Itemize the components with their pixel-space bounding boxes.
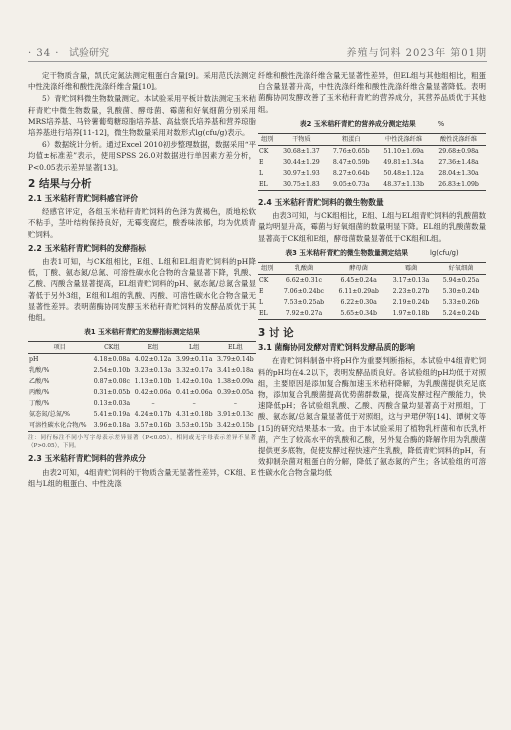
table-cell: 0.41±0.06a <box>175 389 213 397</box>
table-cell: 4.31±0.18b <box>175 411 213 419</box>
table-cell: E <box>259 159 264 167</box>
table-cell: CK <box>259 277 269 285</box>
table-header-cell: 组别 <box>258 134 277 146</box>
table-cell: 28.04±1.30a <box>438 170 479 178</box>
paragraph: 纤维和酸性洗涤纤维含量无显著性差异，但EL组与其他组相比，粗蛋白含量显著升高，中性洗涤纤维和酸性洗涤纤维含量显著降低。表明菌酶协同发酵改善了玉米秸秆青贮的营养成分，其营养品质优于其他组。 <box>258 71 486 114</box>
table-row <box>28 354 256 366</box>
page-number: · 34 · <box>28 48 60 59</box>
table-row <box>28 365 256 376</box>
table-cell: 30.97±1.93 <box>283 170 320 178</box>
table-cell: L <box>259 170 264 178</box>
header-left <box>28 44 109 59</box>
table-cell: 3.42±0.15b <box>215 420 256 432</box>
table-cell: 5.94±0.25a <box>442 277 480 285</box>
table-header-cell: 项目 <box>28 342 91 354</box>
table-cell: – <box>233 400 237 408</box>
table-header-cell: 干物质 <box>277 134 327 146</box>
table-cell: 3.41±0.18a <box>217 367 254 375</box>
table-cell: 3.96±0.18a <box>91 420 132 432</box>
table-cell: 2.23±0.27b <box>392 288 430 296</box>
table-header-cell: CK组 <box>91 342 132 354</box>
table-cell: 8.27±0.64b <box>332 170 370 178</box>
table-row <box>28 376 256 387</box>
table-cell: E <box>259 288 264 296</box>
table-row <box>258 168 486 179</box>
journal-name: 养殖与饲料 2023年 第01期 <box>346 48 487 59</box>
left-column <box>28 70 256 490</box>
table-header-cell: 组别 <box>258 263 277 275</box>
table-cell: 2.54±0.10b <box>93 367 131 375</box>
subsection-heading: 2.2 玉米秸秆青贮饲料的发酵指标 <box>28 243 146 253</box>
paragraph: 5）青贮饲料微生物数量测定。本试验采用平板计数法测定玉米秸秆青贮中微生物数量，乳酸菌、酵母菌、霉菌和好氧细菌分别采用MRS培养基、马铃薯葡萄糖琼脂培养基、高盐察氏培养基和营养琼脂培养基进行培养[11-12]，微生物数量采用对数形式lg(cfu/g)表示。 <box>28 94 256 138</box>
table-cell: 3.17±0.13a <box>392 277 430 285</box>
table-cell: CK <box>259 148 269 156</box>
running-header <box>28 44 487 62</box>
paragraph: 6）数据统计分析。通过Excel 2010初步整理数据，数据采用“平均值±标准差”表示，使用SPSS 26.0对数据进行单因素方差分析，P<0.05表示差异显著[13]。 <box>28 140 256 172</box>
table-cell: 9.05±0.73a <box>326 179 376 191</box>
table-cell: 0.87±0.08c <box>93 378 130 386</box>
table-cell: – <box>151 400 155 408</box>
paragraph: 在青贮饲料制备中将pH作为重要判断指标，本试验中4组青贮饲料的pH均在4.2以下，表明发酵品质良好。各试验组的pH均低于对照组，主要原因是添加复合酶加速玉米秸秆降解，为乳酸菌提供充足底物，添加复合乳酸菌提高优势菌群数量，提高发酵过程产酸能力，快速降低pH；各试验组乳酸、乙酸、丙酸含量均显著高于对照组，丁酸、氨态氮/总氮含量显著低于对照组，这与尹珺伊等[14]、谭树文等[15]的研究结果基本一致。由于本试验采用了植物乳杆菌和布氏乳杆菌，产生了较高水平的乳酸和乙酸，另外复合酶的降解作用为乳酸菌提供更多底物，促使发酵过程快速产生乳酸，降低青贮饲料的pH，有效抑制杂菌对粗蛋白的分解，降低了氨态氮的产生；各试验组的可溶性碳水化合物含量均低 <box>258 356 486 478</box>
table-header-cell: 好氧细菌 <box>436 263 486 275</box>
section-heading: 3 讨 论 <box>258 327 294 340</box>
table-cell: 0.42±0.06a <box>134 389 172 397</box>
table-cell: 7.06±0.24bc <box>283 288 325 296</box>
table-caption: 表1 玉米秸秆青贮的发酵指标测定结果 <box>84 328 200 337</box>
table-cell: 3.53±0.15b <box>174 420 215 432</box>
table-3 <box>258 262 486 320</box>
table-cell: 3.23±0.13a <box>134 367 172 375</box>
table-cell: 51.10±1.69a <box>383 148 424 156</box>
table-header-cell: 霉菌 <box>386 263 436 275</box>
table-cell: 48.37±1.13b <box>376 179 431 191</box>
table-header-cell: 粗蛋白 <box>326 134 376 146</box>
table-header-cell: 酸性洗涤纤维 <box>431 134 486 146</box>
table-cell: 可溶性碳水化合物/% <box>28 420 91 432</box>
table-row <box>258 146 486 158</box>
table-row <box>28 387 256 398</box>
table-cell: 3.32±0.17a <box>175 367 213 375</box>
table-cell: 5.33±0.26b <box>442 299 480 307</box>
table-row <box>28 398 256 409</box>
table-row <box>28 409 256 420</box>
table-cell: 0.13±0.03a <box>93 400 131 408</box>
table-cell: 5.30±0.24b <box>442 288 480 296</box>
table-header-cell: L组 <box>174 342 215 354</box>
section-heading: 2 结果与分析 <box>28 177 92 190</box>
table-header-cell: EL组 <box>215 342 256 354</box>
paragraph: 由表1可知，与CK组相比，E组、L组和EL组青贮饲料的pH降低，丁酸、氨态氮/总氮、可溶性碳水化合物的含量显著下降，乳酸、乙酸、丙酸含量显著提高，EL组青贮饲料的pH、氨态氮/总氮含量显著低于另外3组，E组和L组的乳酸、丙酸、可溶性碳水化合物含量无显著性差异。表明菌酶协同发酵玉米秸秆青贮饲料的发酵品质优于其他组。 <box>28 257 256 323</box>
paragraph: 由表3可知，与CK组相比，E组、L组与EL组青贮饲料的乳酸菌数量均明显升高，霉菌与好氧细菌的数量明显下降。EL组的乳酸菌数量显著高于CK组和E组，酵母菌数量显著低于CK组和L组。 <box>258 211 486 243</box>
table-cell: 7.53±0.25ab <box>283 299 325 307</box>
table-cell: 5.24±0.24b <box>436 308 486 320</box>
table-cell: 0.31±0.05b <box>93 389 131 397</box>
table-cell: 26.83±1.09b <box>431 179 486 191</box>
paragraph: 经感官评定，各组玉米秸秆青贮饲料的色泽为黄褐色，质地松软不粘手，茎叶结构保持良好，无霉变腐烂，酸香味浓郁，均为优质青贮饲料。 <box>28 207 256 239</box>
table-cell: EL <box>258 179 277 191</box>
table-cell: 30.68±1.37 <box>283 148 320 156</box>
table-cell: 27.36±1.48a <box>438 159 479 167</box>
paragraph: 由表2可知，4组青贮饲料的干物质含量无显著性差异，CK组、E组与L组的粗蛋白、中性洗涤 <box>28 467 256 488</box>
table-note: 注：同行标注不同小写字母表示差异显著（P<0.05），相同或无字母表示差异不显著（P>0.05），下同。 <box>28 435 256 450</box>
table-row <box>258 286 486 297</box>
table-cell: 4.18±0.08a <box>93 356 131 364</box>
table-caption <box>258 248 486 259</box>
table-cell: 1.13±0.10b <box>134 378 172 386</box>
caption-text: 表3 玉米秸秆青贮的微生物数量测定结果 <box>285 248 409 257</box>
table-cell: 6.62±0.31c <box>285 277 323 285</box>
table-cell: 7.92±0.27a <box>277 308 332 320</box>
caption-text: 表2 玉米秸秆青贮的营养成分测定结果 <box>299 119 416 128</box>
right-column <box>258 70 486 480</box>
table-cell: 5.65±0.34b <box>331 308 386 320</box>
table-cell: 6.22±0.30a <box>340 299 377 307</box>
table-cell: 1.42±0.10a <box>175 378 213 386</box>
table-header-cell: 酵母菌 <box>331 263 386 275</box>
table-cell: pH <box>29 356 39 364</box>
subsection-heading: 2.1 玉米秸秆青贮饲料感官评价 <box>28 194 139 204</box>
table-cell: 3.57±0.16b <box>132 420 173 432</box>
table-header-cell: 中性洗涤纤维 <box>376 134 431 146</box>
table-cell: L <box>259 299 264 307</box>
table-cell: 7.76±0.65b <box>332 148 370 156</box>
table-cell: 4.24±0.17b <box>134 411 172 419</box>
table-caption <box>258 119 486 130</box>
subsection-heading: 2.4 玉米秸秆青贮饲料的微生物数量 <box>258 198 384 208</box>
table-cell: 0.39±0.05a <box>217 389 254 397</box>
table-cell: 1.97±0.18b <box>386 308 436 320</box>
table-2 <box>258 133 486 191</box>
table-cell: 3.99±0.11a <box>175 356 213 364</box>
header-rule <box>28 61 487 62</box>
table-cell: 3.79±0.14b <box>217 356 254 364</box>
table-cell: 30.44±1.29 <box>283 159 320 167</box>
table-cell: – <box>192 400 196 408</box>
table-cell: 49.81±1.34a <box>383 159 424 167</box>
table-cell: 乙酸/% <box>29 378 50 386</box>
table-cell: 2.19±0.24b <box>392 299 430 307</box>
subsection-heading: 2.3 玉米秸秆青贮饲料的营养成分 <box>28 454 146 464</box>
table-cell: 50.48±1.12a <box>383 170 424 178</box>
table-row <box>258 297 486 308</box>
table-row <box>258 157 486 168</box>
table-cell: 3.91±0.13c <box>217 411 254 419</box>
table-cell: 4.02±0.12a <box>134 356 172 364</box>
section-name: 试验研究 <box>69 48 109 59</box>
table-cell: 乳酸/% <box>29 367 50 375</box>
subsection-heading: 3.1 菌酶协同发酵对青贮饲料发酵品质的影响 <box>258 343 415 353</box>
table-unit: % <box>437 119 445 128</box>
table-cell: 氨态氮/总氮/% <box>29 411 70 419</box>
table-cell: 8.47±0.59b <box>332 159 370 167</box>
table-header-cell: E组 <box>132 342 173 354</box>
table-unit: lg(cfu/g) <box>430 248 459 257</box>
table-cell: 5.41±0.19a <box>93 411 131 419</box>
table-cell: 30.75±1.83 <box>277 179 327 191</box>
table-cell: 6.45±0.24a <box>340 277 377 285</box>
table-cell: 丁酸/% <box>29 400 50 408</box>
table-row <box>258 308 486 320</box>
table-row <box>258 275 486 287</box>
table-cell: EL <box>258 308 277 320</box>
table-1 <box>28 341 256 432</box>
table-cell: 丙酸/% <box>29 389 50 397</box>
table-cell: 1.38±0.09a <box>217 378 254 386</box>
table-row <box>28 420 256 432</box>
table-header-cell: 乳酸菌 <box>277 263 332 275</box>
paragraph: 定干物质含量，凯氏定氮法测定粗蛋白含量[9]。采用范氏法测定中性洗涤纤维和酸性洗涤纤维含量[10]。 <box>28 71 256 92</box>
table-cell: 6.11±0.29ab <box>338 288 379 296</box>
table-cell: 29.68±0.98a <box>438 148 479 156</box>
table-row <box>258 179 486 191</box>
